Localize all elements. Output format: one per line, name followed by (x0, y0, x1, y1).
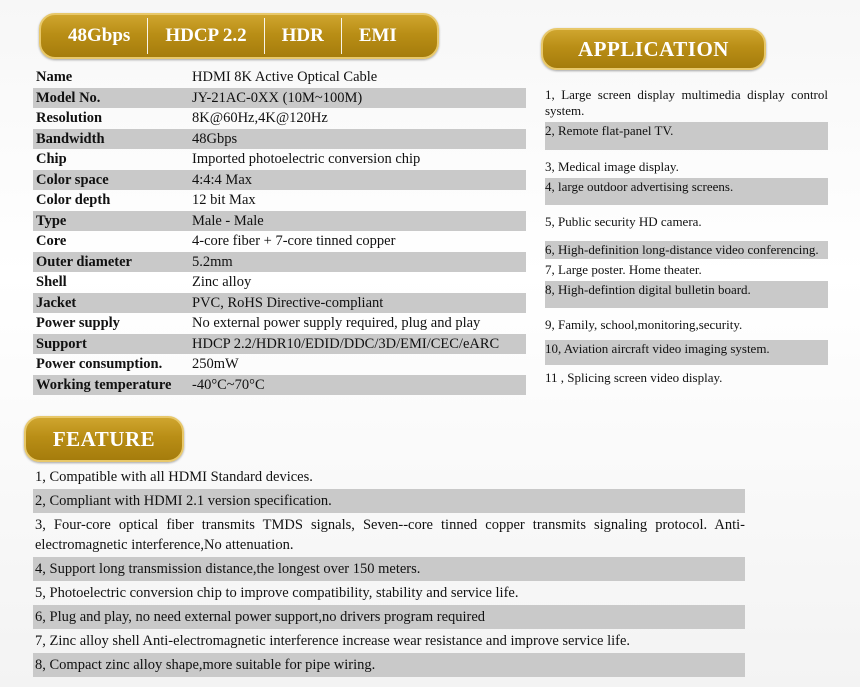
spec-value: JY-21AC-0XX (10M~100M) (192, 89, 363, 106)
badge-bandwidth: 48Gbps (68, 25, 131, 46)
spec-value: PVC, RoHS Directive-compliant (192, 294, 384, 311)
spec-label: Model No. (36, 89, 101, 106)
spec-label: Chip (36, 151, 67, 167)
spec-label: Name (36, 69, 73, 85)
spec-row (33, 149, 526, 170)
spec-row (33, 108, 526, 129)
spec-row (33, 67, 526, 88)
spec-label: Power consumption. (36, 356, 163, 372)
spec-value: 48Gbps (192, 130, 238, 147)
spec-row (33, 170, 526, 191)
application-heading: APPLICATION (541, 28, 766, 70)
application-item: 1, Large screen display multimedia display control system. (545, 87, 828, 118)
feature-item: 7, Zinc alloy shell Anti-electromagnetic interference increase wear resistance and improve service life. (35, 633, 631, 649)
spec-value: Imported photoelectric conversion chip (192, 151, 421, 167)
spec-label: Working temperature (36, 376, 172, 393)
application-item: 8, High-defintion digital bulletin board. (545, 281, 828, 308)
spec-row (33, 252, 526, 273)
spec-label: Color space (36, 171, 109, 188)
spec-value: HDMI 8K Active Optical Cable (192, 69, 378, 85)
spec-label: Bandwidth (36, 130, 105, 147)
spec-label: Support (36, 335, 87, 352)
spec-value: 5.2mm (192, 253, 233, 270)
feature-item: 4, Support long transmission distance,the longest over 150 meters. (33, 557, 745, 581)
feature-item: 8, Compact zinc alloy shape,more suitable for pipe wiring. (33, 653, 745, 677)
feature-heading: FEATURE (24, 416, 184, 462)
spec-value: 250mW (192, 356, 239, 372)
spec-value: Male - Male (192, 212, 264, 229)
spec-value: 8K@60Hz,4K@120Hz (192, 110, 328, 126)
spec-row (33, 272, 526, 293)
badge-divider (264, 18, 265, 54)
application-item: 5, Public security HD camera. (545, 214, 702, 229)
application-item: 7, Large poster. Home theater. (545, 262, 702, 277)
feature-item: 2, Compliant with HDMI 2.1 version specification. (33, 489, 745, 513)
spec-row (33, 231, 526, 252)
feature-item: 3, Four-core optical fiber transmits TMDS signals, Seven--core tinned copper transmits signaling protocol. Anti-electromagnetic interference,No attenuation. (35, 517, 745, 553)
feature-item: 6, Plug and play, no need external power support,no drivers program required (33, 605, 745, 629)
spec-label: Core (36, 233, 67, 249)
spec-label: Color depth (36, 192, 111, 208)
spec-value: -40°C~70°C (192, 376, 265, 393)
spec-label: Outer diameter (36, 253, 132, 270)
badge-emi: EMI (358, 25, 397, 46)
spec-row (33, 313, 526, 334)
spec-value: HDCP 2.2/HDR10/EDID/DDC/3D/EMI/CEC/eARC (192, 335, 500, 352)
spec-row (33, 129, 526, 150)
spec-row (33, 211, 526, 232)
spec-row (33, 190, 526, 211)
spec-row (33, 334, 526, 355)
application-item: 2, Remote flat-panel TV. (545, 122, 828, 150)
application-item: 10, Aviation aircraft video imaging system. (545, 340, 828, 365)
spec-value: 12 bit Max (192, 192, 256, 208)
badge-divider (341, 18, 342, 54)
spec-table (33, 67, 526, 395)
spec-row (33, 293, 526, 314)
application-item: 4, large outdoor advertising screens. (545, 178, 828, 205)
spec-row (33, 88, 526, 109)
spec-label: Resolution (36, 110, 103, 126)
badge-hdr: HDR (281, 25, 324, 46)
application-list (545, 86, 828, 387)
spec-value: 4:4:4 Max (192, 171, 253, 188)
spec-value: Zinc alloy (192, 274, 252, 290)
spec-row (33, 375, 526, 396)
feature-item: 1, Compatible with all HDMI Standard devices. (35, 469, 313, 485)
spec-label: Jacket (36, 294, 77, 311)
application-item: 9, Family, school,monitoring,security. (545, 317, 743, 332)
spec-row (33, 354, 526, 375)
badge-divider (147, 18, 148, 54)
spec-value: No external power supply required, plug and play (192, 315, 481, 331)
badge-hdcp: HDCP 2.2 (165, 25, 247, 46)
spec-label: Type (36, 212, 67, 229)
spec-value: 4-core fiber + 7-core tinned copper (192, 233, 396, 249)
application-item: 3, Medical image display. (545, 159, 679, 174)
spec-label: Shell (36, 274, 67, 290)
spec-label: Power supply (36, 315, 120, 331)
feature-item: 5, Photoelectric conversion chip to improve compatibility, stability and service life. (35, 585, 519, 601)
application-item: 6, High-definition long-distance video conferencing. (545, 241, 828, 259)
feature-list (33, 465, 745, 677)
feature-badge-bar (39, 13, 439, 59)
application-item: 11 , Splicing screen video display. (545, 370, 723, 385)
